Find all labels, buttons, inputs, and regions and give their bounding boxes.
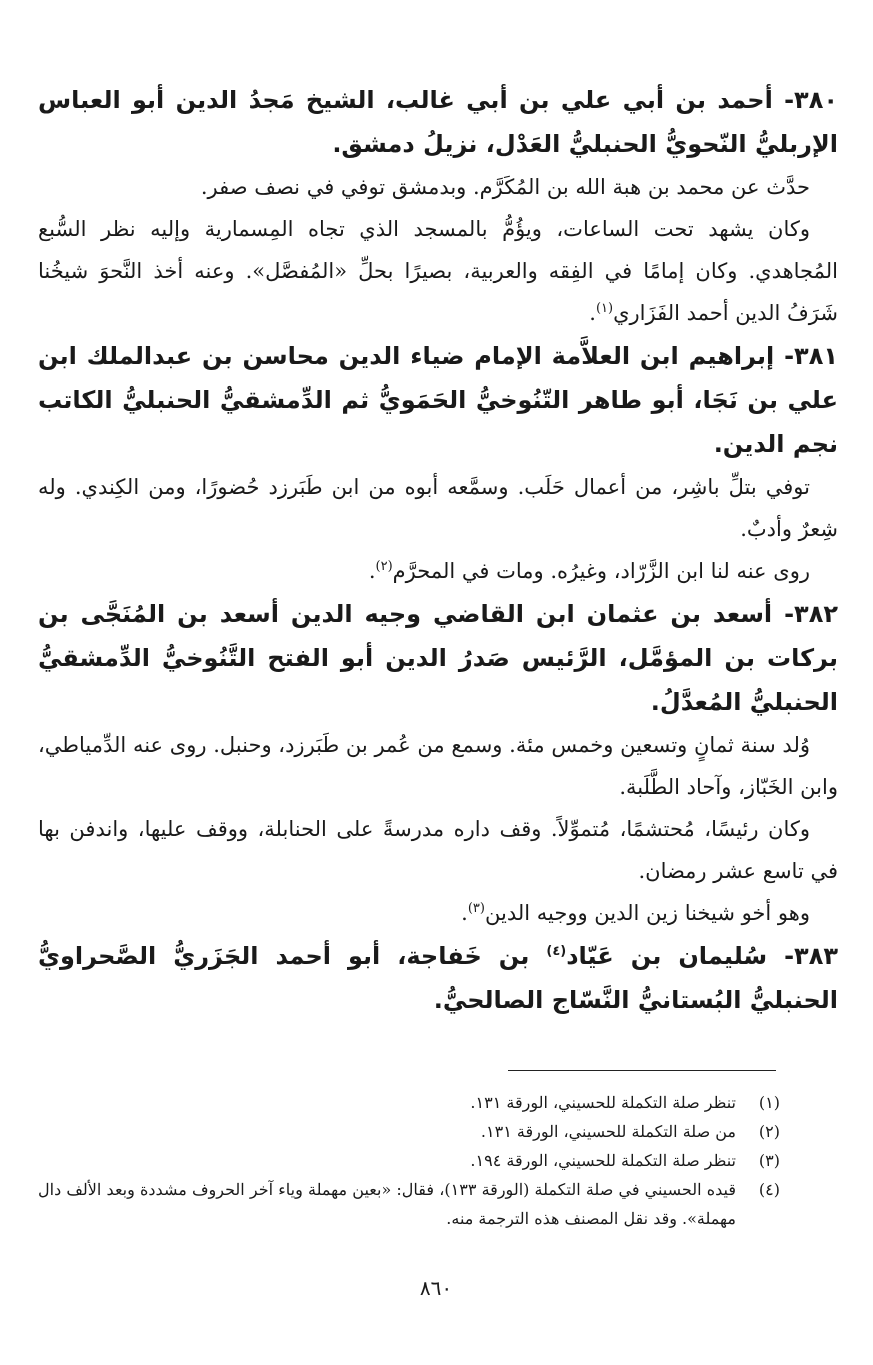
entry-381-paragraph: روى عنه لنا ابن الزَّرّاد، وغيرُه. ومات في المحرَّم$^{(٢)}$.	[368, 559, 810, 583]
footnote-number: (١)	[758, 1093, 780, 1112]
footnote-ref-2[interactable]: (٢)	[375, 559, 393, 574]
footnote-ref-4[interactable]: (٤)	[546, 944, 567, 959]
footnote-text: من صلة التكملة للحسيني، الورقة ١٣١.	[480, 1122, 736, 1141]
entry-heading-383: ٣٨٣- سُليمان بن عَيّاد$^{(٤)}$ بن خَفاجة، أبو أحمد الجَزَريُّ الصَّحراويُّ الحنبليُّ البُستانيُّ النَّسّاج الصالحيُّ.	[38, 942, 838, 1014]
footnote-number: (٣)	[758, 1151, 780, 1170]
entry-382-paragraph: وكان رئيسًا، مُحتشمًا، مُتموِّلاً. وقف داره مدرسةً على الحنابلة، ووقف عليها، واندفن بها في تاسع عشر رمضان.	[38, 817, 838, 883]
page-number: ٨٦٠	[419, 1276, 453, 1300]
footnote-item	[38, 1146, 780, 1175]
entry-heading-381: ٣٨١- إبراهيم ابن العلاَّمة الإمام ضياء الدين محاسن بن عبدالملك ابن علي بن نَجَا، أبو طاهر التّنُوخيُّ الحَمَويُّ ثم الدِّمشقيُّ الحنبليُّ الكاتب نجم الدين.	[38, 342, 838, 458]
footnote-item	[38, 1088, 780, 1117]
entry-380-paragraph: وكان يشهد تحت الساعات، ويؤُمُّ بالمسجد الذي تجاه المِسمارية وإليه نظر السُّبع المُجاهدي. وكان إمامًا في الفِقه والعربية، بصيرًا بحلِّ «المُفصَّل». وعنه أخذ النَّحوَ شيخُنا شَرَفُ الدين أحمد الفَزَاري$^{(١)}$.	[38, 217, 838, 325]
entry-381-paragraph: توفي بتلِّ باشِر، من أعمال حَلَب. وسمَّعه أبوه من ابن طَبَرزد حُضورًا، ومن الكِندي. وله شِعرٌ وأدبٌ.	[38, 475, 838, 541]
entry-380-paragraph: حدَّث عن محمد بن هبة الله بن المُكَرَّم. وبدمشق توفي في نصف صفر.	[200, 175, 810, 199]
footnotes	[38, 1088, 780, 1233]
footnote-number: (٢)	[758, 1122, 780, 1141]
footnote-separator	[508, 1070, 776, 1071]
main-text	[38, 78, 838, 1022]
footnote-number: (٤)	[758, 1180, 780, 1199]
entry-382-paragraph: وهو أخو شيخنا زين الدين ووجيه الدين$^{(٣)}$.	[461, 901, 810, 925]
footnote-item	[38, 1117, 780, 1146]
footnote-text: قيده الحسيني في صلة التكملة (الورقة ١٣٣)، فقال: «بعين مهملة وياء آخر الحروف مشددة وبعد الألف دال مهملة». وقد نقل المصنف هذه الترجمة منه.	[38, 1180, 736, 1228]
entry-heading-380: ٣٨٠- أحمد بن أبي علي بن أبي غالب، الشيخ مَجدُ الدين أبو العباس الإربليُّ النّحويُّ الحنبليُّ العَدْل، نزيلُ دمشق.	[38, 86, 838, 158]
footnote-ref-1[interactable]: (١)	[595, 301, 614, 316]
footnote-text: تنظر صلة التكملة للحسيني، الورقة ١٩٤.	[470, 1151, 736, 1170]
entry-heading-382: ٣٨٢- أسعد بن عثمان ابن القاضي وجيه الدين أسعد بن المُنَجَّى بن بركات بن المؤمَّل، الرَّئيس صَدرُ الدين أبو الفتح التَّنُوخيُّ الدِّمشقيُّ الحنبليُّ المُعدَّلُ.	[38, 600, 838, 716]
footnote-ref-3[interactable]: (٣)	[467, 901, 485, 916]
footnote-text: تنظر صلة التكملة للحسيني، الورقة ١٣١.	[470, 1093, 736, 1112]
footnote-item	[38, 1175, 780, 1233]
entry-382-paragraph: وُلد سنة ثمانٍ وتسعين وخمس مئة. وسمع من عُمر بن طَبَرزد، وحنبل. روى عنه الدِّمياطي، وابن الخَبّاز، وآحاد الطَّلَبة.	[38, 733, 838, 799]
